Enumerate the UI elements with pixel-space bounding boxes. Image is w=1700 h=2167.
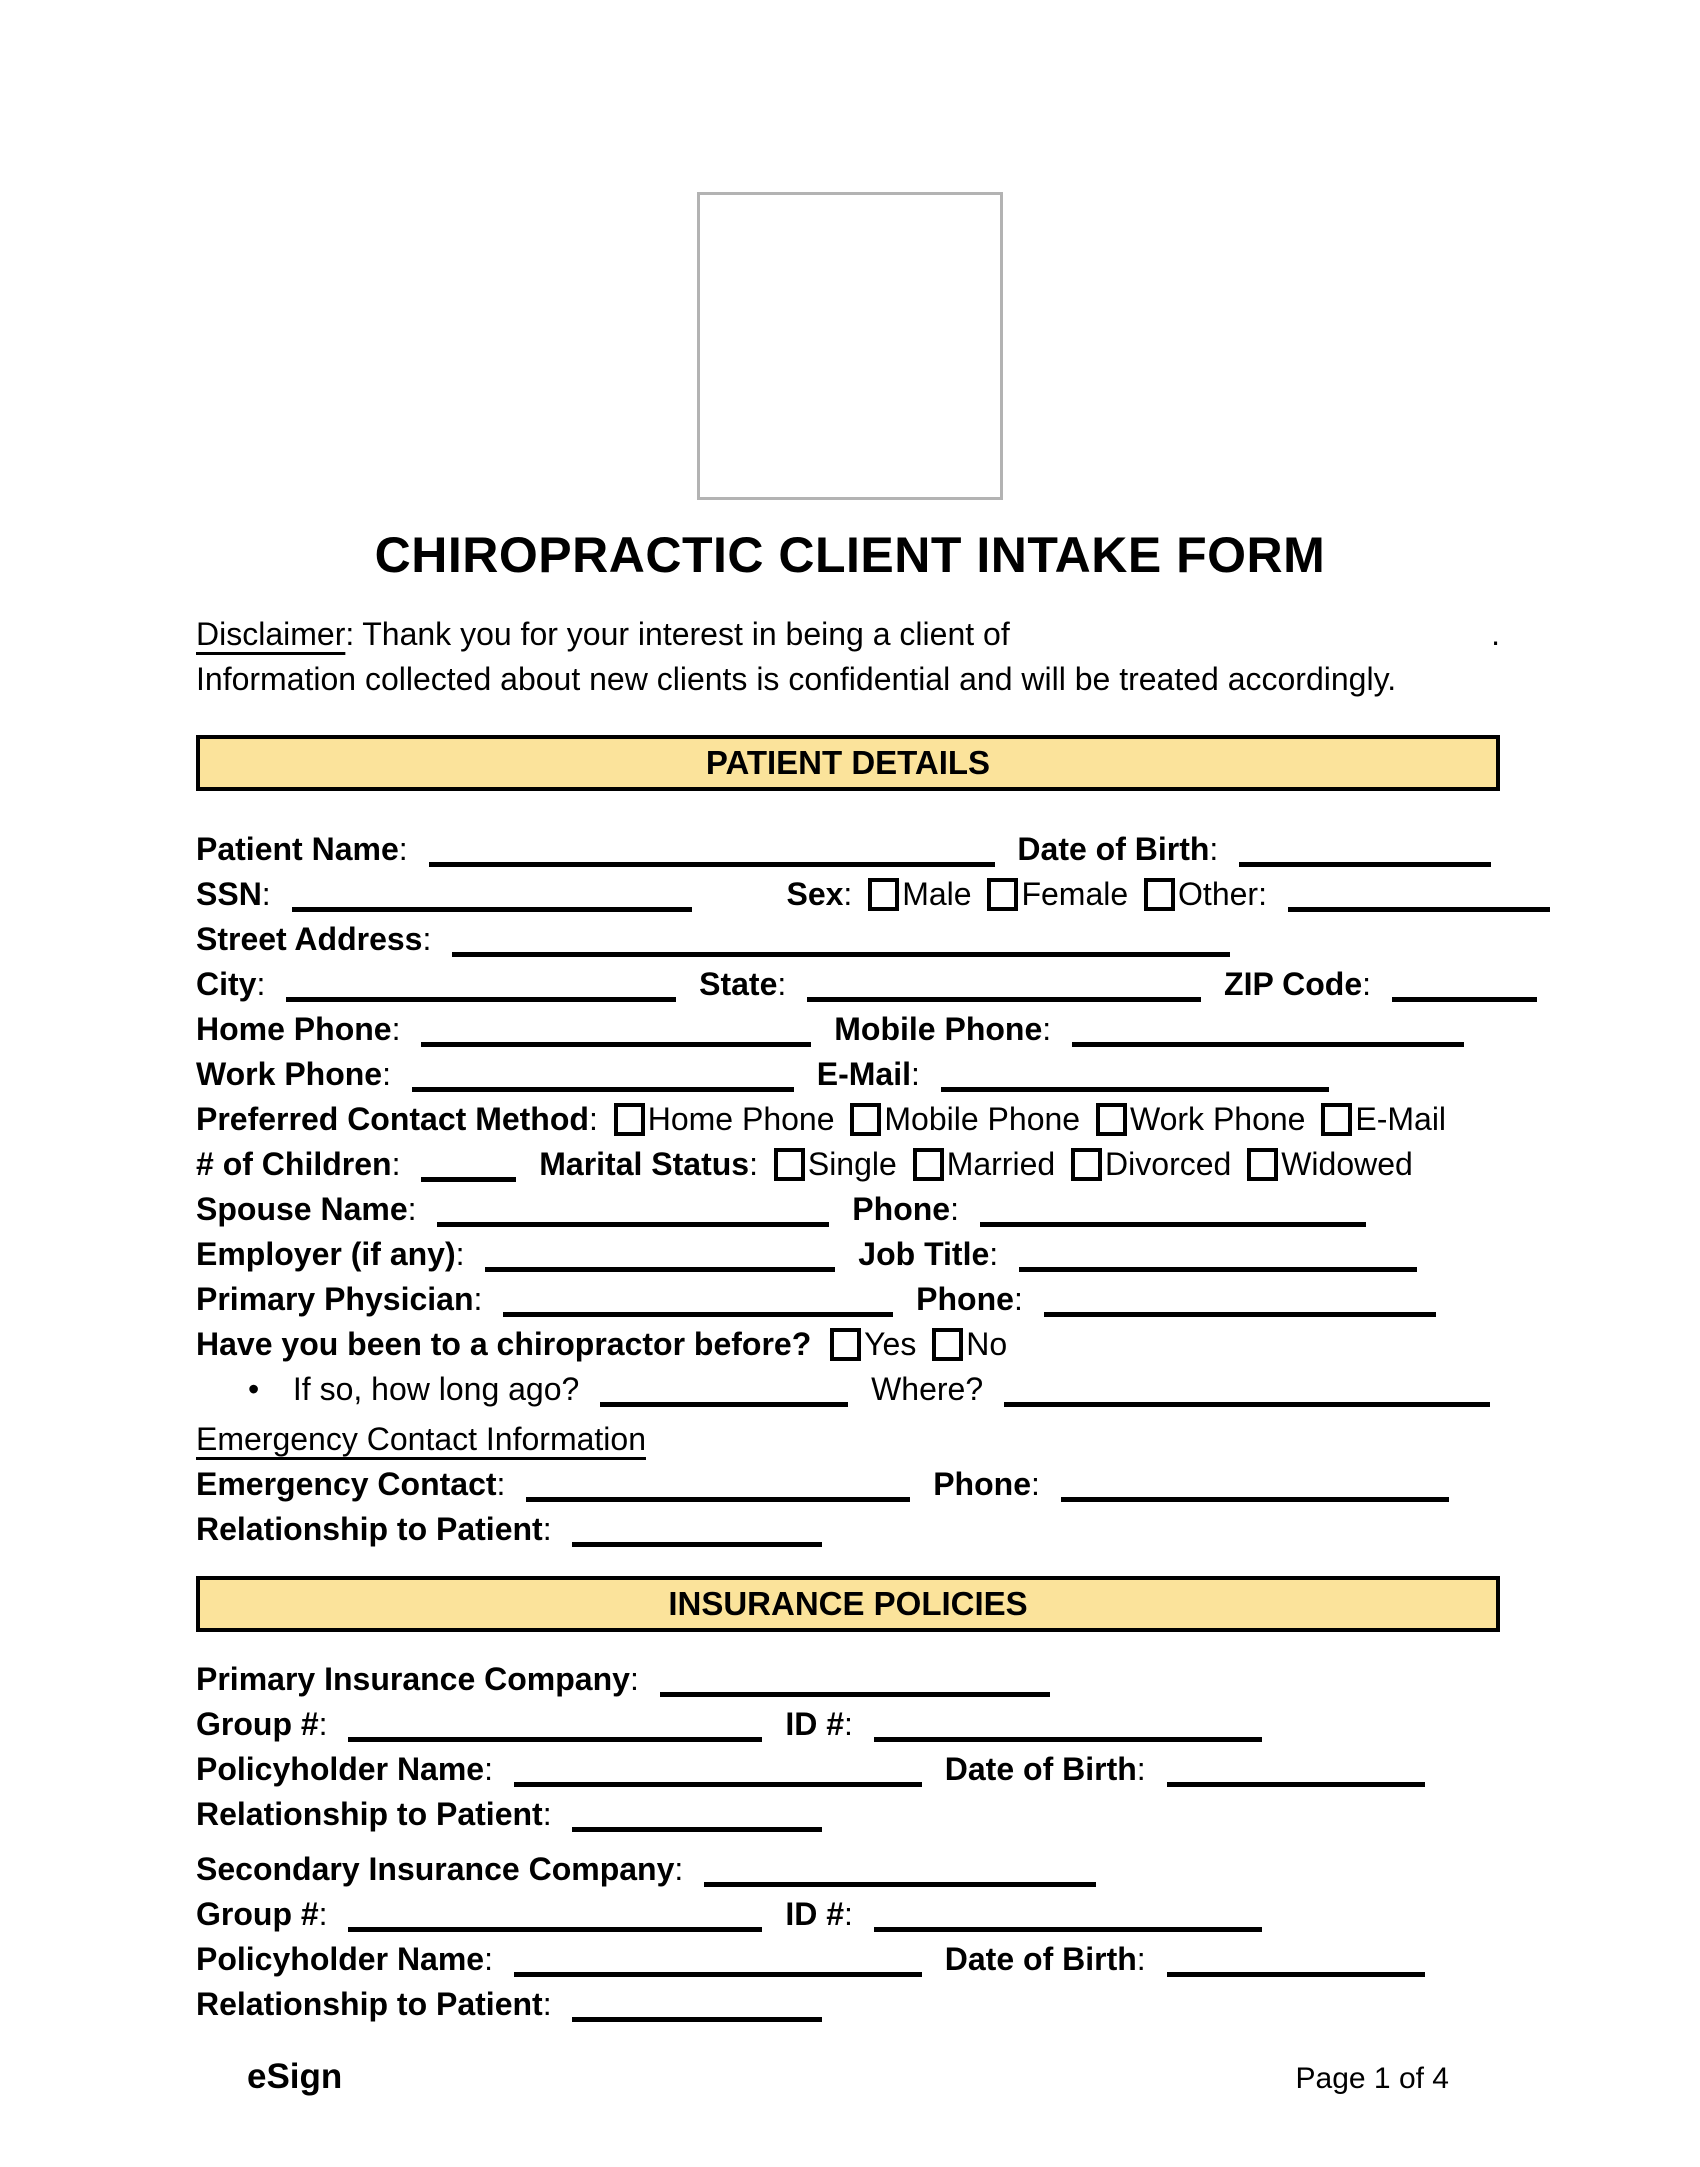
section-title: PATIENT DETAILS — [705, 744, 991, 781]
disclaimer — [196, 612, 1500, 702]
row-secondary-group-id — [196, 1892, 1500, 1937]
work-phone-field[interactable] — [412, 1075, 794, 1092]
mobile-phone-label: Mobile Phone — [834, 1011, 1043, 1047]
secondary-policyholder-field[interactable] — [514, 1960, 922, 1977]
contact-home-phone-label: Home Phone — [647, 1101, 835, 1137]
group-number-label: Group # — [196, 1896, 319, 1932]
colon: : — [398, 831, 408, 867]
colon: : — [318, 1896, 328, 1932]
emergency-relationship-field[interactable] — [572, 1530, 822, 1547]
page-indicator: Page 1 of 4 — [1295, 2062, 1449, 2095]
logo-placeholder-box — [697, 192, 1003, 500]
children-count-field[interactable] — [421, 1165, 516, 1182]
secondary-policyholder-dob-field[interactable] — [1167, 1960, 1425, 1977]
emergency-phone-field[interactable] — [1061, 1485, 1449, 1502]
colon: : — [542, 1511, 552, 1547]
date-of-birth-field[interactable] — [1239, 850, 1491, 867]
colon: : — [777, 966, 787, 1002]
disclaimer-line1 — [196, 612, 1500, 657]
home-phone-label: Home Phone — [196, 1011, 392, 1047]
period: . — [1491, 616, 1500, 652]
contact-email-label: E-Mail — [1355, 1101, 1447, 1137]
row-street-address — [196, 917, 1500, 962]
checkbox-male[interactable] — [868, 878, 899, 911]
work-phone-label: Work Phone — [196, 1056, 383, 1092]
street-address-label: Street Address — [196, 921, 423, 957]
city-field[interactable] — [286, 985, 676, 1002]
street-address-field[interactable] — [452, 940, 1230, 957]
relationship-to-patient-label: Relationship to Patient — [196, 1511, 543, 1547]
row-spouse-name-phone — [196, 1187, 1500, 1232]
spouse-phone-label: Phone — [852, 1191, 951, 1227]
row-primary-group-id — [196, 1702, 1500, 1747]
colon: : — [844, 1706, 853, 1742]
num-children-label: # of Children — [196, 1146, 392, 1182]
row-primary-insurance-company — [196, 1657, 1500, 1702]
colon: : — [674, 1851, 684, 1887]
zip-code-field[interactable] — [1392, 985, 1537, 1002]
colon: : — [1042, 1011, 1052, 1047]
checkbox-other[interactable] — [1144, 878, 1175, 911]
checkbox-contact-work-phone[interactable] — [1096, 1103, 1127, 1136]
sex-other-field[interactable] — [1288, 895, 1550, 912]
disclaimer-label: Disclaimer — [196, 616, 346, 652]
bullet-icon: • — [248, 1371, 260, 1407]
mobile-phone-field[interactable] — [1072, 1030, 1464, 1047]
marital-status-label: Marital Status — [539, 1146, 750, 1182]
ssn-field[interactable] — [292, 895, 692, 912]
physician-phone-field[interactable] — [1044, 1300, 1436, 1317]
checkbox-married[interactable] — [913, 1148, 944, 1181]
city-label: City — [196, 966, 257, 1002]
job-title-label: Job Title — [858, 1236, 990, 1272]
colon: : — [1136, 1751, 1146, 1787]
checkbox-single[interactable] — [774, 1148, 805, 1181]
row-home-mobile-phone — [196, 1007, 1500, 1052]
primary-relationship-field[interactable] — [572, 1815, 822, 1832]
row-secondary-relationship — [196, 1982, 1500, 2027]
disclaimer-intro: Thank you for your interest in being a client of — [362, 616, 1010, 652]
colon: : — [588, 1101, 598, 1137]
secondary-id-field[interactable] — [874, 1915, 1262, 1932]
row-ssn-sex — [196, 872, 1500, 917]
checkbox-contact-mobile-phone[interactable] — [850, 1103, 881, 1136]
primary-physician-field[interactable] — [503, 1300, 893, 1317]
if-so-label: If so, how long ago? — [292, 1371, 580, 1407]
row-emergency-contact-phone — [196, 1462, 1500, 1507]
colon: : — [542, 1796, 552, 1832]
row-emergency-relationship — [196, 1507, 1500, 1552]
colon: : — [1030, 1466, 1040, 1502]
relationship-to-patient-label: Relationship to Patient — [196, 1986, 543, 2022]
where-field[interactable] — [1004, 1390, 1490, 1407]
contact-work-phone-label: Work Phone — [1129, 1101, 1306, 1137]
checkbox-yes[interactable] — [830, 1328, 861, 1361]
emergency-phone-label: Phone — [933, 1466, 1031, 1502]
home-phone-field[interactable] — [421, 1030, 811, 1047]
divorced-label: Divorced — [1105, 1146, 1232, 1182]
emergency-contact-label: Emergency Contact — [196, 1466, 497, 1502]
primary-policyholder-field[interactable] — [514, 1770, 922, 1787]
emergency-contact-information-heading: Emergency Contact Information — [196, 1421, 646, 1457]
row-emergency-heading — [196, 1417, 1500, 1462]
section-header-insurance-policies — [196, 1576, 1500, 1632]
primary-physician-label: Primary Physician — [196, 1281, 474, 1317]
colon: : — [629, 1661, 639, 1697]
colon: : — [345, 616, 355, 652]
state-label: State — [699, 966, 778, 1002]
primary-id-field[interactable] — [874, 1725, 1262, 1742]
disclaimer-lead — [196, 612, 1010, 657]
row-preferred-contact-method — [196, 1097, 1500, 1142]
esign-logo: eSign — [247, 2057, 343, 2096]
single-label: Single — [807, 1146, 897, 1182]
row-employer-job-title — [196, 1232, 1500, 1277]
colon: : — [989, 1236, 999, 1272]
row-city-state-zip — [196, 962, 1500, 1007]
colon: : — [1013, 1281, 1023, 1317]
emergency-contact-field[interactable] — [526, 1485, 910, 1502]
colon: : — [1136, 1941, 1146, 1977]
id-number-label: ID # — [785, 1706, 845, 1742]
date-of-birth-label: Date of Birth — [1017, 831, 1210, 867]
checkbox-contact-email[interactable] — [1321, 1103, 1352, 1136]
preferred-contact-method-label: Preferred Contact Method — [196, 1101, 589, 1137]
policyholder-name-label: Policyholder Name — [196, 1941, 485, 1977]
id-number-label: ID # — [785, 1896, 845, 1932]
row-primary-physician-phone — [196, 1277, 1500, 1322]
primary-insurance-company-label: Primary Insurance Company — [196, 1661, 630, 1697]
female-label: Female — [1021, 876, 1129, 912]
yes-label: Yes — [864, 1326, 917, 1362]
widowed-label: Widowed — [1281, 1146, 1413, 1182]
row-work-phone-email — [196, 1052, 1500, 1097]
colon: : — [950, 1191, 959, 1227]
physician-phone-label: Phone — [916, 1281, 1014, 1317]
primary-policyholder-dob-field[interactable] — [1167, 1770, 1425, 1787]
employer-label: Employer (if any) — [196, 1236, 456, 1272]
secondary-relationship-field[interactable] — [572, 2005, 822, 2022]
row-children-marital-status — [196, 1142, 1500, 1187]
checkbox-no[interactable] — [932, 1328, 963, 1361]
ssn-label: SSN — [196, 876, 262, 912]
secondary-insurance-company-label: Secondary Insurance Company — [196, 1851, 675, 1887]
row-if-so-details — [196, 1367, 1500, 1412]
colon: : — [422, 921, 432, 957]
page-title: CHIROPRACTIC CLIENT INTAKE FORM — [374, 527, 1326, 583]
sex-label: Sex — [786, 876, 844, 912]
policyholder-name-label: Policyholder Name — [196, 1751, 485, 1787]
spouse-phone-field[interactable] — [980, 1210, 1366, 1227]
policyholder-dob-label: Date of Birth — [944, 1751, 1137, 1787]
colon: : — [391, 1011, 401, 1047]
policyholder-dob-label: Date of Birth — [944, 1941, 1137, 1977]
secondary-group-field[interactable] — [348, 1915, 762, 1932]
male-label: Male — [902, 876, 972, 912]
colon: : — [1258, 876, 1267, 912]
colon: : — [484, 1941, 493, 1977]
colon: : — [484, 1751, 493, 1787]
row-primary-policyholder — [196, 1747, 1500, 1792]
colon: : — [473, 1281, 483, 1317]
no-label: No — [966, 1326, 1008, 1362]
chiropractor-question-label: Have you been to a chiropractor before? — [196, 1326, 812, 1362]
where-label: Where? — [871, 1371, 984, 1407]
patient-details-section — [196, 827, 1500, 1552]
colon: : — [261, 876, 271, 912]
spouse-name-field[interactable] — [437, 1210, 829, 1227]
colon: : — [382, 1056, 391, 1092]
colon: : — [256, 966, 266, 1002]
colon: : — [911, 1056, 920, 1092]
zip-code-label: ZIP Code — [1224, 966, 1363, 1002]
married-label: Married — [946, 1146, 1056, 1182]
colon: : — [843, 876, 853, 912]
patient-name-label: Patient Name — [196, 831, 399, 867]
colon: : — [318, 1706, 328, 1742]
checkbox-widowed[interactable] — [1247, 1148, 1278, 1181]
other-label: Other — [1178, 876, 1259, 912]
primary-group-field[interactable] — [348, 1725, 762, 1742]
row-secondary-insurance-company — [196, 1847, 1500, 1892]
checkbox-female[interactable] — [987, 878, 1018, 911]
patient-name-field[interactable] — [429, 850, 995, 867]
colon: : — [749, 1146, 758, 1182]
spouse-name-label: Spouse Name — [196, 1191, 408, 1227]
secondary-insurance-company-field[interactable] — [704, 1870, 1096, 1887]
page-footer — [196, 2057, 1500, 2097]
colon: : — [844, 1896, 853, 1932]
email-field[interactable] — [941, 1075, 1329, 1092]
checkbox-contact-home-phone[interactable] — [614, 1103, 645, 1136]
job-title-field[interactable] — [1019, 1255, 1417, 1272]
disclaimer-line2: Information collected about new clients is confidential and will be treated accordingly. — [196, 661, 1397, 697]
colon: : — [496, 1466, 506, 1502]
row-patient-name-dob — [196, 827, 1500, 872]
state-field[interactable] — [807, 985, 1201, 1002]
contact-mobile-phone-label: Mobile Phone — [884, 1101, 1081, 1137]
section-title: INSURANCE POLICIES — [668, 1585, 1028, 1622]
section-header-patient-details — [196, 735, 1500, 791]
row-secondary-policyholder — [196, 1937, 1500, 1982]
employer-field[interactable] — [485, 1255, 835, 1272]
colon: : — [1209, 831, 1219, 867]
primary-insurance-company-field[interactable] — [660, 1680, 1050, 1697]
how-long-ago-field[interactable] — [600, 1390, 848, 1407]
colon: : — [455, 1236, 465, 1272]
row-chiropractor-question — [196, 1322, 1500, 1367]
colon: : — [391, 1146, 401, 1182]
relationship-to-patient-label: Relationship to Patient — [196, 1796, 543, 1832]
checkbox-divorced[interactable] — [1071, 1148, 1102, 1181]
colon: : — [407, 1191, 417, 1227]
row-primary-relationship — [196, 1792, 1500, 1837]
email-label: E-Mail — [816, 1056, 911, 1092]
insurance-policies-section — [196, 1657, 1500, 2027]
colon: : — [1362, 966, 1372, 1002]
group-number-label: Group # — [196, 1706, 319, 1742]
colon: : — [542, 1986, 552, 2022]
